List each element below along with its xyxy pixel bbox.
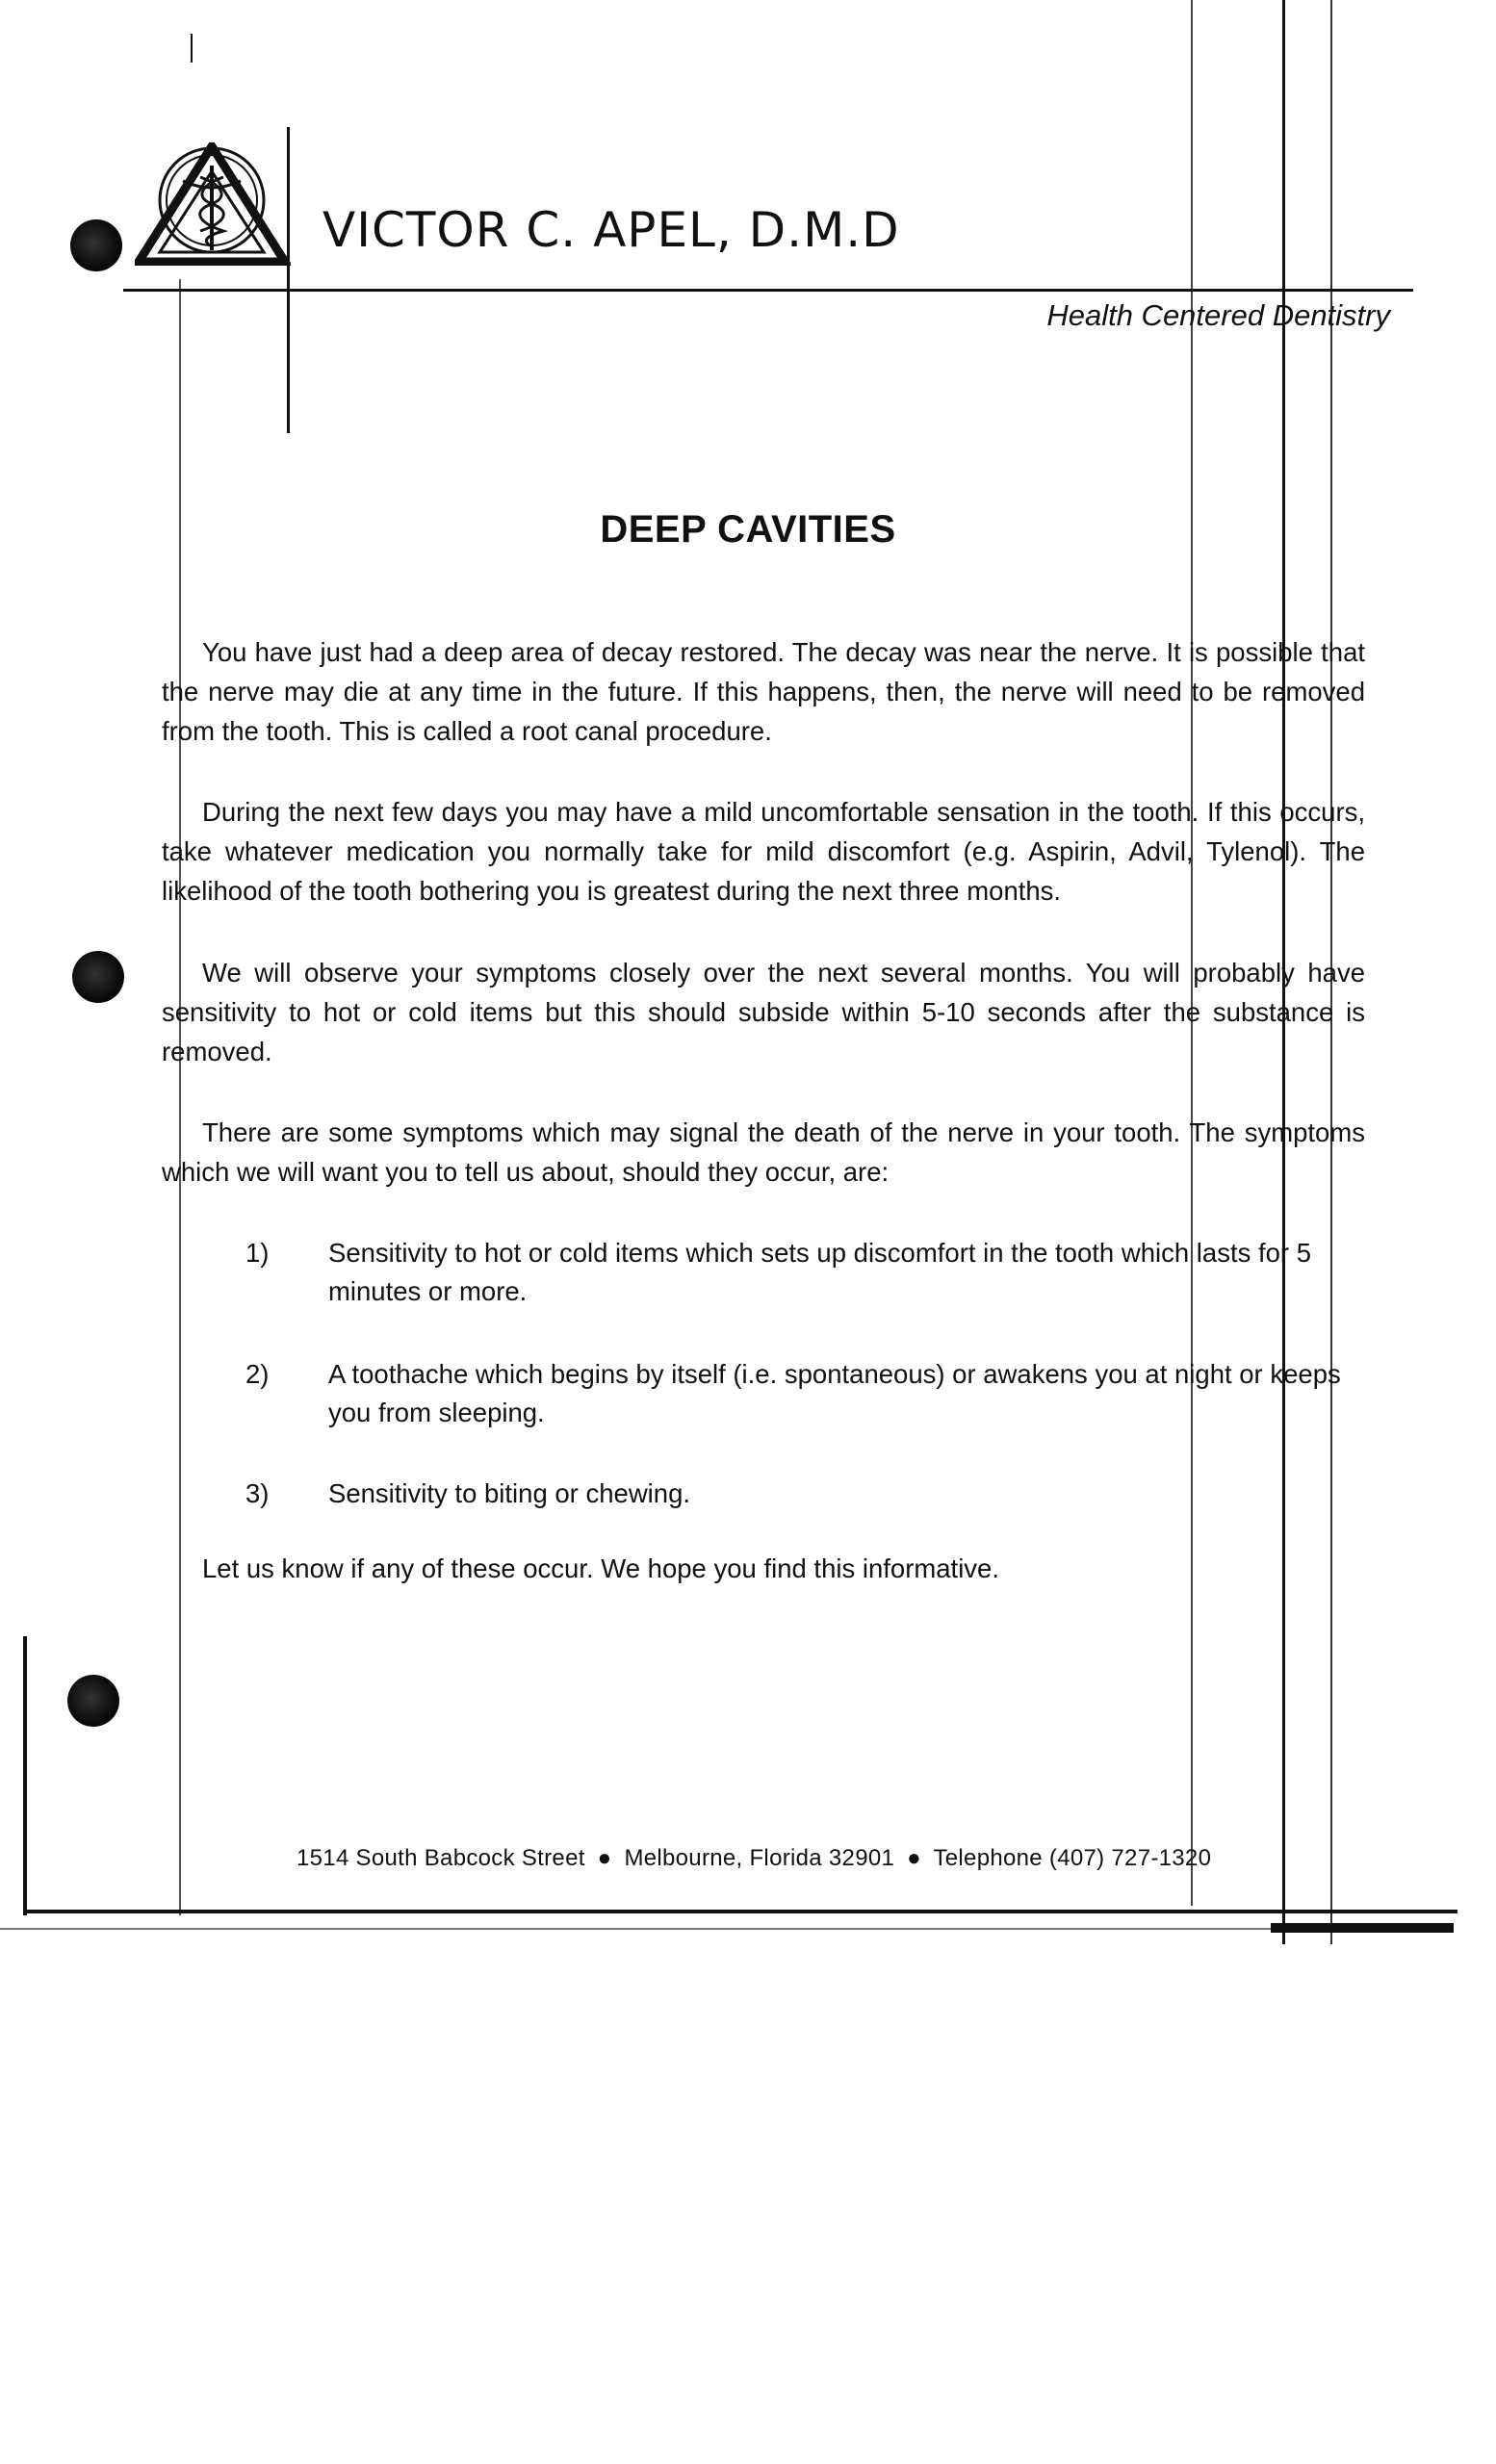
punch-hole-middle (72, 951, 124, 1003)
scan-line-bottom-border (23, 1910, 1457, 1913)
paragraph-deep-decay: You have just had a deep area of decay restored. The decay was near the nerve. It is possible that the nerve may die at any time in the future. If this happens, then, the nerve will need to be removed from the tooth. This is called a root canal procedure. (162, 637, 1365, 746)
doctor-name: VICTOR C. APEL, D.M.D (322, 202, 900, 258)
symptom-item (245, 1475, 1362, 1513)
symptom-item (245, 1355, 1362, 1432)
scan-line-left-border (23, 1636, 27, 1915)
scan-line-top-stub (191, 34, 193, 63)
symptom-number: 1) (245, 1238, 270, 1268)
symptom-text: Sensitivity to biting or chewing. (328, 1478, 691, 1508)
bullet-icon: ● (597, 1845, 612, 1871)
symptom-text: Sensitivity to hot or cold items which sets up discomfort in the tooth which lasts for 5 minutes or more. (328, 1238, 1312, 1306)
tagline: Health Centered Dentistry (1046, 298, 1390, 332)
scan-line-bottom-bar (1271, 1923, 1454, 1933)
symptom-item (245, 1234, 1362, 1311)
caduceus-triangle-logo-icon (135, 142, 291, 266)
symptom-number: 2) (245, 1359, 270, 1389)
punch-hole-top (70, 219, 122, 271)
page-title: DEEP CAVITIES (600, 508, 896, 551)
footer-address (297, 1845, 1211, 1872)
bullet-icon: ● (907, 1845, 921, 1871)
symptom-text: A toothache which begins by itself (i.e. spontaneous) or awakens you at night or keeps you from sleeping. (328, 1359, 1341, 1427)
punch-hole-bottom (67, 1675, 119, 1727)
footer-street: 1514 South Babcock Street (297, 1845, 585, 1871)
scan-line-bottom-dash (0, 1928, 1271, 1930)
paragraph-observe-symptoms: We will observe your symptoms closely over the next several months. You will probably have sensitivity to hot or cold items but this should subside within 5-10 seconds after the substance is removed. (162, 958, 1365, 1066)
paragraph-symptoms-intro: There are some symptoms which may signal the death of the nerve in your tooth. The symptoms which we will want you to tell us about, should they occur, are: (162, 1117, 1365, 1187)
header-rule (123, 289, 1413, 292)
closing-statement: Let us know if any of these occur. We hope you find this informative. (202, 1553, 999, 1583)
footer-city: Melbourne, Florida 32901 (624, 1845, 895, 1871)
paragraph-next-few-days: During the next few days you may have a mild uncomfortable sensation in the tooth. If this occurs, take whatever medication you normally take for mild discomfort (e.g. Aspirin, Advil, Tylenol). The likelihood of the tooth bothering you is greatest during the next three months. (162, 797, 1365, 906)
symptom-number: 3) (245, 1478, 270, 1508)
footer-phone: Telephone (407) 727-1320 (933, 1845, 1212, 1871)
